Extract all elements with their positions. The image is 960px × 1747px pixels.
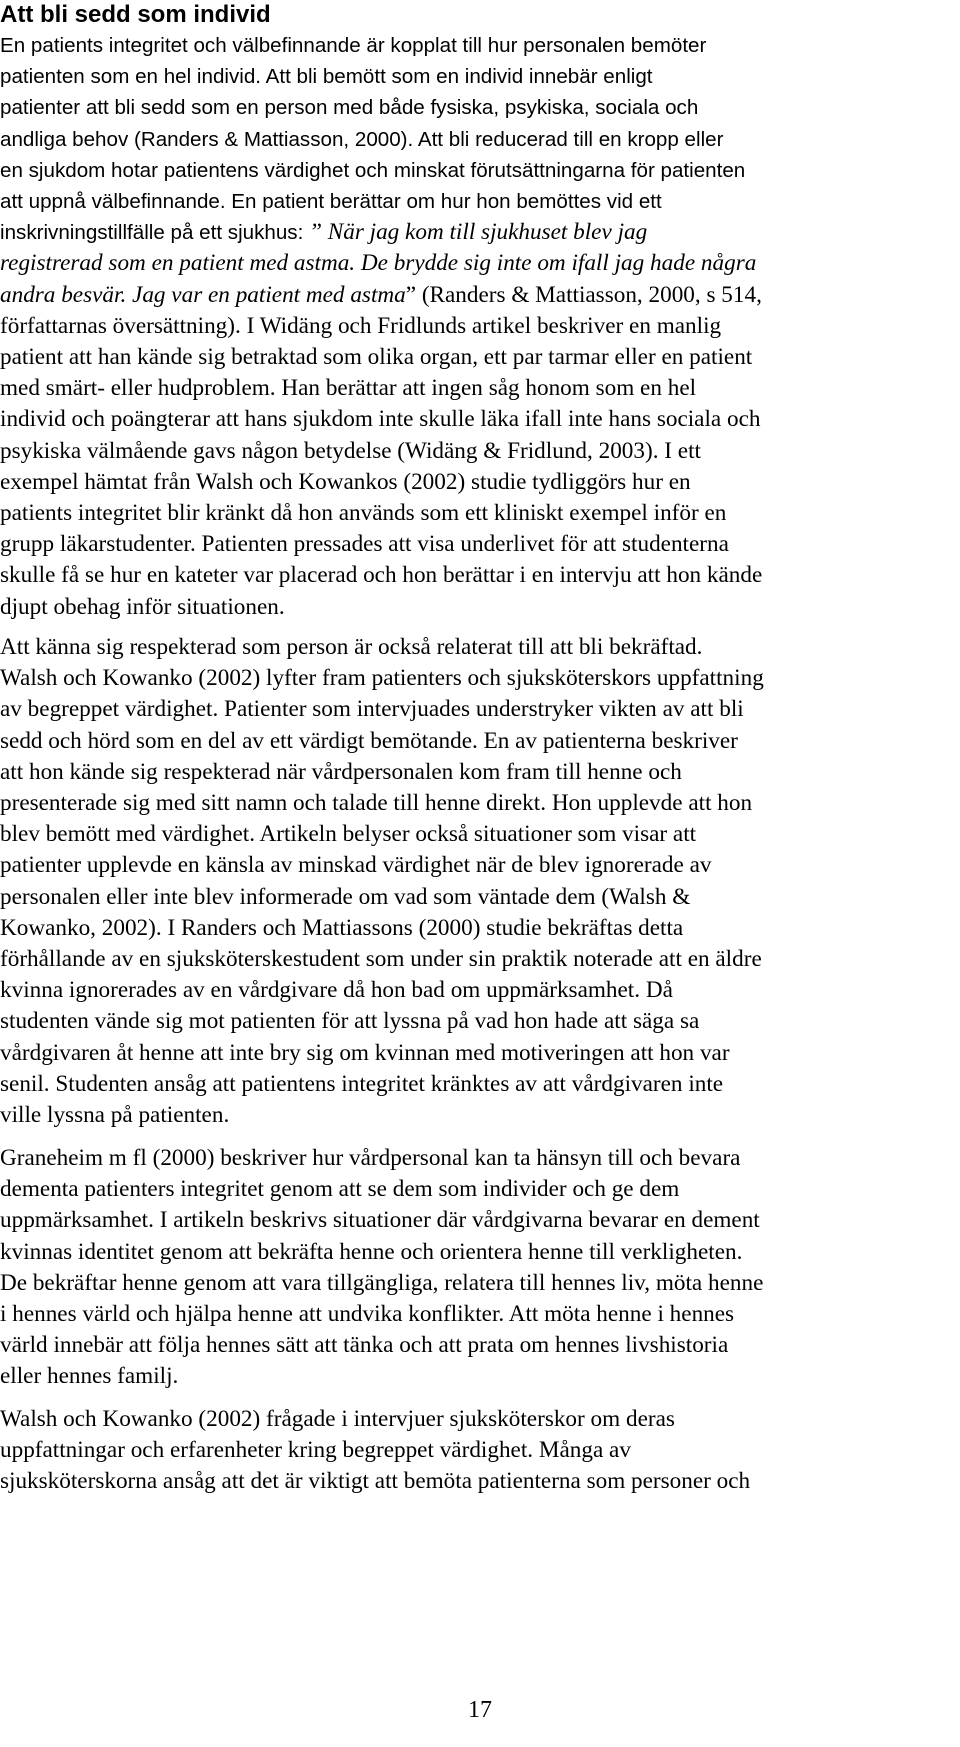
- p3-line: i hennes värld och hjälpa henne att undvika konflikter. Att möta henne i hennes: [0, 1301, 735, 1328]
- p3-line: uppmärksamhet. I artikeln beskrivs situationer där vårdgivarna bevarar en dement: [0, 1207, 760, 1234]
- p3-line: De bekräftar henne genom att vara tillgängliga, relatera till hennes liv, möta henne: [0, 1269, 764, 1296]
- p1-line: patienter att bli sedd som en person med både fysiska, psykiska, sociala och: [0, 96, 699, 120]
- p2-line: patienter upplevde en känsla av minskad värdighet när de blev ignorerade av: [0, 852, 712, 879]
- p2-line: kvinna ignorerades av en vårdgivare då hon bad om uppmärksamhet. Då: [0, 977, 673, 1004]
- page-number: 17: [468, 1697, 492, 1723]
- paragraph-1: [0, 30, 956, 623]
- p2-line: Kowanko, 2002). I Randers och Mattiassons (2000) studie bekräftas detta: [0, 914, 684, 941]
- p2-line: blev bemött med värdighet. Artikeln belyser också situationer som visar att: [0, 821, 697, 848]
- p1-line: skulle få se hur en kateter var placerad och hon berättar i en intervju att hon kände: [0, 562, 763, 589]
- p1-line: författarnas översättning). I Widäng och Fridlunds artikel beskriver en manlig: [0, 312, 722, 339]
- p2-line: förhållande av en sjuksköterskestudent som under sin praktik noterade att en äldre: [0, 946, 762, 973]
- p2-line: att hon kände sig respekterad när vårdpersonalen kom fram till henne och: [0, 758, 682, 785]
- p1-line: psykiska välmående gavs någon betydelse (Widäng & Fridlund, 2003). I ett: [0, 437, 701, 464]
- p1-line: registrerad som en patient med astma. De brydde sig inte om ifall jag hade några: [0, 250, 757, 277]
- p2-line: sedd och hörd som en del av ett värdigt bemötande. En av patienterna beskriver: [0, 727, 738, 754]
- p1-line: en sjukdom hotar patientens värdighet och minskat förutsättningarna för patienten: [0, 158, 746, 182]
- p3-line: kvinnas identitet genom att bekräfta henne och orientera henne till verkligheten.: [0, 1238, 743, 1265]
- p1-line: exempel hämtat från Walsh och Kowankos (2002) studie tydliggörs hur en: [0, 468, 691, 495]
- section-heading: Att bli sedd som individ: [0, 1, 271, 28]
- paragraph-2: [0, 632, 956, 1131]
- p4-line: Walsh och Kowanko (2002) frågade i intervjuer sjuksköterskor om deras: [0, 1406, 675, 1432]
- p2-line: studenten vände sig mot patienten för att lyssna på vad hon hade att säga sa: [0, 1008, 700, 1035]
- p2-line: senil. Studenten ansåg att patientens integritet kränktes av att vårdgivaren inte: [0, 1070, 724, 1097]
- paragraph-3: [0, 1143, 956, 1393]
- p4-line: sjuksköterskorna ansåg att det är viktigt att bemöta patienterna som personer och: [0, 1468, 751, 1495]
- p1-line: att uppnå välbefinnande. En patient berättar om hur hon bemöttes vid ett: [0, 190, 662, 214]
- p3-line: värld innebär att följa hennes sätt att tänka och att prata om hennes livshistoria: [0, 1332, 729, 1359]
- p2-line: vårdgivaren åt henne att inte bry sig om kvinnan med motiveringen att hon var: [0, 1039, 730, 1066]
- p1-line: individ och poängterar att hans sjukdom inte skulle läka ifall inte hans sociala och: [0, 406, 761, 433]
- p3-line: eller hennes familj.: [0, 1363, 179, 1390]
- p2-line: Att känna sig respekterad som person är också relaterat till att bli bekräftad.: [0, 634, 703, 660]
- p1-line: inskrivningstillfälle på ett sjukhus: ” När jag kom till sjukhuset blev jag: [0, 219, 648, 246]
- p2-line: presenterade sig med sitt namn och talade till henne direkt. Hon upplevde att hon: [0, 790, 753, 817]
- paragraph-1-serif-block: [0, 248, 956, 622]
- p1-line: andra besvär. Jag var en patient med astma” (Randers & Mattiasson, 2000, s 514,: [0, 281, 762, 308]
- p3-line: dementa patienters integritet genom att se dem som individer och ge dem: [0, 1176, 680, 1203]
- p3-line: Graneheim m fl (2000) beskriver hur vårdpersonal kan ta hänsyn till och bevara: [0, 1145, 741, 1171]
- p1-line: En patients integritet och välbefinnande är kopplat till hur personalen bemöter: [0, 34, 707, 57]
- p1-line: patients integritet blir kränkt då hon används som ett kliniskt exempel inför en: [0, 500, 727, 527]
- paragraph-1-sans-block: [0, 30, 956, 248]
- p2-line: Walsh och Kowanko (2002) lyfter fram patienters och sjuksköterskors uppfattning: [0, 665, 764, 692]
- p1-line: grupp läkarstudenter. Patienten pressades att visa underlivet för att studenterna: [0, 531, 729, 558]
- p2-line: av begreppet värdighet. Patienter som intervjuades understryker vikten av att bli: [0, 696, 744, 723]
- p1-line: djupt obehag inför situationen.: [0, 593, 285, 620]
- paragraph-4: [0, 1404, 956, 1498]
- p1-line: med smärt- eller hudproblem. Han berättar att ingen såg honom som en hel: [0, 375, 697, 402]
- p1-line: patient att han kände sig betraktad som olika organ, ett par tarmar eller en patient: [0, 344, 753, 371]
- p1-line: andliga behov (Randers & Mattiasson, 2000). Att bli reducerad till en kropp eller: [0, 127, 724, 151]
- p4-line: uppfattningar och erfarenheter kring begreppet värdighet. Många av: [0, 1437, 631, 1464]
- p1-line: patienten som en hel individ. Att bli bemött som en individ innebär enligt: [0, 65, 653, 89]
- p2-line: ville lyssna på patienten.: [0, 1102, 230, 1129]
- p2-line: personalen eller inte blev informerade om vad som väntade dem (Walsh &: [0, 883, 691, 910]
